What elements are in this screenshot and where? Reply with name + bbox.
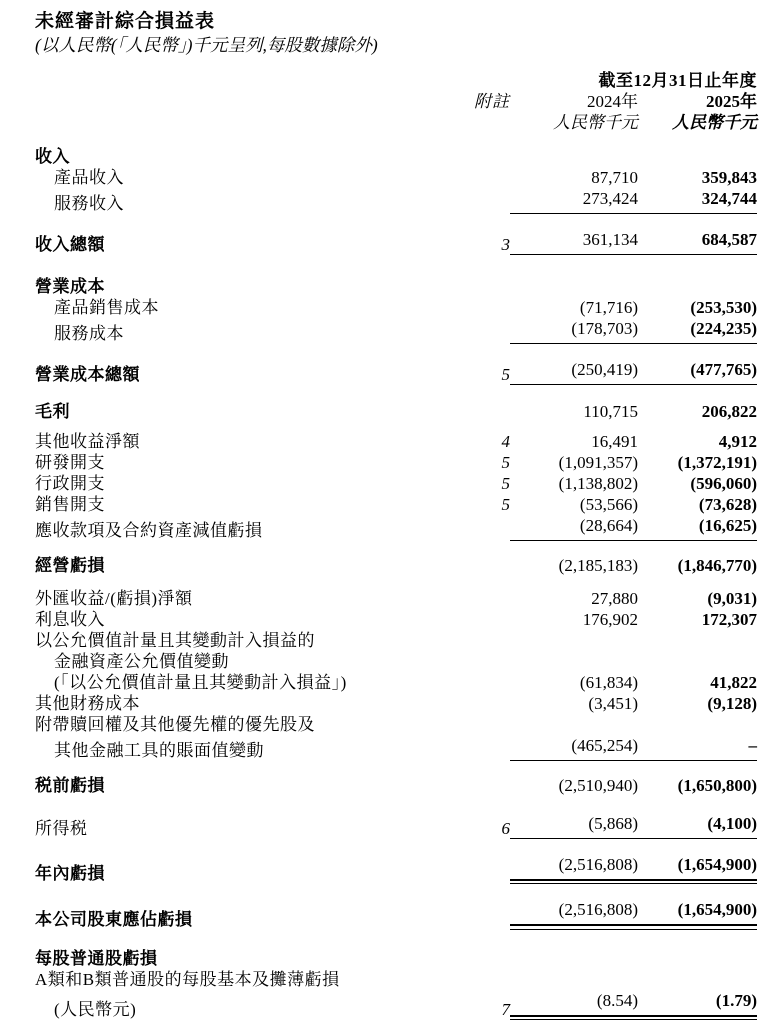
page-subtitle: (以人民幣(「人民幣」)千元呈列,每股數據除外) bbox=[35, 35, 378, 55]
row-note bbox=[420, 401, 510, 422]
statement-row bbox=[35, 693, 757, 714]
amount: (4,100) bbox=[707, 814, 757, 833]
statement-row bbox=[35, 515, 757, 541]
amount: (1,091,357) bbox=[558, 453, 638, 472]
value-2024 bbox=[510, 813, 638, 839]
amount: (2,510,940) bbox=[558, 776, 638, 795]
header-units-row bbox=[35, 112, 757, 133]
amount: (2,516,808) bbox=[558, 855, 638, 874]
amount: 172,307 bbox=[701, 610, 757, 629]
value-2025 bbox=[638, 167, 757, 188]
statement-row bbox=[35, 555, 757, 576]
spacer-row bbox=[35, 255, 757, 276]
row-note bbox=[420, 630, 510, 651]
value-2024 bbox=[510, 990, 638, 1020]
amount: (16,625) bbox=[698, 516, 757, 535]
amount: (178,703) bbox=[571, 319, 638, 338]
row-note bbox=[420, 854, 510, 884]
row-label: (「以公允價值計量且其變動計入損益」) bbox=[54, 673, 347, 692]
value-2024 bbox=[510, 693, 638, 714]
amount: 110,715 bbox=[583, 402, 638, 421]
statement-row bbox=[35, 775, 757, 796]
row-note bbox=[420, 188, 510, 214]
amount: (28,664) bbox=[579, 516, 638, 535]
statement-row bbox=[35, 672, 757, 693]
statement-row bbox=[35, 588, 757, 609]
statement-row bbox=[35, 297, 757, 318]
row-note bbox=[420, 672, 510, 693]
spacer-row bbox=[35, 796, 757, 813]
row-note bbox=[420, 899, 510, 929]
value-2025 bbox=[638, 899, 757, 929]
spacer-row bbox=[35, 839, 757, 854]
value-2024 bbox=[510, 494, 638, 515]
row-label: 研發開支 bbox=[35, 453, 105, 472]
row-label: 利息收入 bbox=[35, 610, 105, 629]
statement-row bbox=[35, 854, 757, 884]
row-note bbox=[420, 948, 510, 969]
amount: 27,880 bbox=[591, 589, 638, 608]
amount: (1,372,191) bbox=[677, 453, 757, 472]
value-2025 bbox=[638, 630, 757, 651]
amount: (3,451) bbox=[588, 694, 638, 713]
statement-row bbox=[35, 630, 757, 651]
statement-row bbox=[35, 813, 757, 839]
spacer-row bbox=[35, 930, 757, 948]
statement-row bbox=[35, 948, 757, 969]
value-2024 bbox=[510, 431, 638, 452]
spacer-row bbox=[35, 422, 757, 431]
header-note-label: 附註 bbox=[474, 92, 510, 111]
value-2024 bbox=[510, 297, 638, 318]
header-col-2024: 2024年 bbox=[587, 92, 638, 111]
value-2025 bbox=[638, 735, 757, 761]
amount: (224,235) bbox=[690, 319, 757, 338]
value-2024 bbox=[510, 775, 638, 796]
spacer-row bbox=[35, 884, 757, 899]
value-2025 bbox=[638, 672, 757, 693]
value-2025 bbox=[638, 515, 757, 541]
amount: 684,587 bbox=[701, 230, 757, 249]
amount: (61,834) bbox=[579, 673, 638, 692]
amount: (465,254) bbox=[571, 736, 638, 755]
income-statement-table bbox=[35, 70, 757, 1020]
value-2025 bbox=[638, 318, 757, 344]
amount: (1.79) bbox=[715, 990, 757, 1010]
amount: (1,138,802) bbox=[558, 474, 638, 493]
row-note: 5 bbox=[501, 453, 510, 472]
value-2024 bbox=[510, 854, 638, 884]
amount: (2,185,183) bbox=[558, 556, 638, 575]
statement-row bbox=[35, 452, 757, 473]
statement-row bbox=[35, 318, 757, 344]
statement-row bbox=[35, 990, 757, 1020]
row-label: 產品銷售成本 bbox=[54, 298, 159, 317]
page-title: 未經審計綜合損益表 bbox=[35, 11, 216, 32]
row-label: 毛利 bbox=[35, 402, 70, 421]
row-label: 應收款項及合約資產減值虧損 bbox=[35, 521, 263, 540]
amount: 16,491 bbox=[591, 432, 638, 451]
row-note bbox=[420, 693, 510, 714]
row-note bbox=[420, 969, 510, 990]
row-note: 5 bbox=[501, 495, 510, 514]
spacer-row bbox=[35, 214, 757, 229]
statement-row bbox=[35, 146, 757, 167]
value-2025 bbox=[638, 401, 757, 422]
value-2025 bbox=[638, 588, 757, 609]
spacer-row bbox=[35, 385, 757, 401]
row-label: 產品收入 bbox=[54, 168, 124, 187]
row-label: 其他金融工具的賬面值變動 bbox=[54, 741, 264, 760]
statement-row bbox=[35, 899, 757, 929]
value-2024 bbox=[510, 899, 638, 929]
amount: (5,868) bbox=[588, 814, 638, 833]
row-note: 5 bbox=[501, 365, 510, 384]
double-rule bbox=[638, 1015, 757, 1020]
value-2025 bbox=[638, 651, 757, 672]
spacer-row bbox=[35, 576, 757, 588]
header-gap bbox=[35, 133, 757, 146]
statement-row bbox=[35, 609, 757, 630]
row-label: 每股普通股虧損 bbox=[35, 948, 158, 968]
row-label: 收入總額 bbox=[35, 235, 105, 254]
row-label: 本公司股東應佔虧損 bbox=[35, 909, 193, 929]
statement-row bbox=[35, 229, 757, 255]
header-years-row bbox=[35, 91, 757, 112]
row-note bbox=[420, 276, 510, 297]
amount: 206,822 bbox=[701, 402, 757, 421]
amount: (1,650,800) bbox=[677, 776, 757, 795]
amount: (1,654,900) bbox=[677, 855, 757, 874]
statement-row bbox=[35, 714, 757, 735]
amount: (596,060) bbox=[690, 474, 757, 493]
row-label: 年內虧損 bbox=[35, 864, 105, 884]
row-label: 營業成本總額 bbox=[35, 365, 140, 384]
row-label: 金融資產公允價值變動 bbox=[54, 652, 229, 671]
row-label: 外匯收益/(虧損)淨額 bbox=[35, 589, 193, 608]
amount: (1,654,900) bbox=[677, 900, 757, 920]
row-note bbox=[420, 609, 510, 630]
value-2025 bbox=[638, 990, 757, 1020]
table-header bbox=[35, 70, 757, 146]
value-2024 bbox=[510, 630, 638, 651]
row-note: 6 bbox=[501, 819, 510, 838]
row-label: 收入 bbox=[35, 147, 70, 166]
value-2025 bbox=[638, 775, 757, 796]
header-unit-2024: 人民幣千元 bbox=[553, 113, 638, 132]
row-note bbox=[420, 775, 510, 796]
value-2024 bbox=[510, 452, 638, 473]
value-2024 bbox=[510, 609, 638, 630]
value-2025 bbox=[638, 146, 757, 167]
amount: 41,822 bbox=[710, 673, 757, 692]
spacer-row bbox=[35, 541, 757, 555]
row-label: 其他財務成本 bbox=[35, 694, 140, 713]
row-label: 服務成本 bbox=[54, 324, 124, 343]
statement-row bbox=[35, 651, 757, 672]
row-note bbox=[420, 515, 510, 541]
row-label: 其他收益淨額 bbox=[35, 432, 140, 451]
value-2024 bbox=[510, 229, 638, 255]
table-body bbox=[35, 146, 757, 1020]
statement-row bbox=[35, 431, 757, 452]
statement-row bbox=[35, 969, 757, 990]
value-2024 bbox=[510, 401, 638, 422]
amount: 359,843 bbox=[701, 168, 757, 187]
value-2024 bbox=[510, 651, 638, 672]
row-note bbox=[420, 297, 510, 318]
row-label: 經營虧損 bbox=[35, 556, 105, 575]
value-2025 bbox=[638, 854, 757, 884]
statement-row bbox=[35, 401, 757, 422]
amount: 176,902 bbox=[582, 610, 638, 629]
value-2025 bbox=[638, 494, 757, 515]
amount: (73,628) bbox=[698, 495, 757, 514]
row-note: 4 bbox=[501, 432, 510, 451]
amount: (2,516,808) bbox=[558, 900, 638, 920]
header-unit-2025: 人民幣千元 bbox=[672, 113, 757, 132]
value-2024 bbox=[510, 188, 638, 214]
value-2024 bbox=[510, 167, 638, 188]
amount: (9,128) bbox=[707, 694, 757, 713]
value-2025 bbox=[638, 969, 757, 990]
header-period-row bbox=[35, 70, 757, 91]
statement-row bbox=[35, 735, 757, 761]
value-2025 bbox=[638, 714, 757, 735]
row-note bbox=[420, 555, 510, 576]
row-note: 3 bbox=[501, 235, 510, 254]
statement-row bbox=[35, 494, 757, 515]
row-label: 營業成本 bbox=[35, 277, 105, 296]
amount: – bbox=[748, 736, 757, 755]
amount: (1,846,770) bbox=[677, 556, 757, 575]
value-2024 bbox=[510, 672, 638, 693]
spacer-row bbox=[35, 761, 757, 775]
value-2025 bbox=[638, 229, 757, 255]
value-2025 bbox=[638, 188, 757, 214]
row-note: 7 bbox=[501, 1000, 510, 1020]
row-label: 税前虧損 bbox=[35, 776, 105, 795]
value-2025 bbox=[638, 948, 757, 969]
row-label: 服務收入 bbox=[54, 194, 124, 213]
amount: 87,710 bbox=[591, 168, 638, 187]
amount: (250,419) bbox=[571, 360, 638, 379]
row-note bbox=[420, 714, 510, 735]
value-2025 bbox=[638, 813, 757, 839]
row-label: 以公允價值計量且其變動計入損益的 bbox=[35, 631, 315, 650]
amount: 4,912 bbox=[718, 432, 757, 451]
value-2024 bbox=[510, 555, 638, 576]
amount: (53,566) bbox=[579, 495, 638, 514]
row-label: 行政開支 bbox=[35, 474, 105, 493]
row-note: 5 bbox=[501, 474, 510, 493]
row-note bbox=[420, 318, 510, 344]
amount: (9,031) bbox=[707, 589, 757, 608]
amount: (71,716) bbox=[579, 298, 638, 317]
value-2025 bbox=[638, 452, 757, 473]
header-col-2025: 2025年 bbox=[706, 92, 757, 111]
value-2025 bbox=[638, 555, 757, 576]
double-rule bbox=[510, 1015, 638, 1020]
row-note bbox=[420, 735, 510, 761]
statement-row bbox=[35, 276, 757, 297]
value-2024 bbox=[510, 969, 638, 990]
row-label: (人民幣元) bbox=[54, 1000, 137, 1020]
row-label: 所得税 bbox=[35, 819, 88, 838]
value-2024 bbox=[510, 146, 638, 167]
value-2024 bbox=[510, 276, 638, 297]
value-2024 bbox=[510, 359, 638, 385]
row-label: A類和B類普通股的每股基本及攤薄虧損 bbox=[35, 969, 340, 989]
value-2024 bbox=[510, 473, 638, 494]
value-2025 bbox=[638, 609, 757, 630]
statement-row bbox=[35, 167, 757, 188]
value-2025 bbox=[638, 359, 757, 385]
statement-row bbox=[35, 473, 757, 494]
value-2024 bbox=[510, 714, 638, 735]
amount: 324,744 bbox=[701, 189, 757, 208]
amount: (253,530) bbox=[690, 298, 757, 317]
value-2025 bbox=[638, 297, 757, 318]
spacer-row bbox=[35, 344, 757, 359]
amount: 273,424 bbox=[582, 189, 638, 208]
value-2024 bbox=[510, 318, 638, 344]
row-note bbox=[420, 651, 510, 672]
value-2025 bbox=[638, 276, 757, 297]
value-2025 bbox=[638, 431, 757, 452]
value-2024 bbox=[510, 948, 638, 969]
amount: (477,765) bbox=[690, 360, 757, 379]
value-2024 bbox=[510, 735, 638, 761]
value-2024 bbox=[510, 588, 638, 609]
value-2025 bbox=[638, 473, 757, 494]
value-2024 bbox=[510, 515, 638, 541]
row-note bbox=[420, 146, 510, 167]
row-note bbox=[420, 588, 510, 609]
row-label: 銷售開支 bbox=[35, 495, 105, 514]
statement-row bbox=[35, 359, 757, 385]
amount: 361,134 bbox=[582, 230, 638, 249]
value-2025 bbox=[638, 693, 757, 714]
row-label: 附帶贖回權及其他優先權的優先股及 bbox=[35, 715, 315, 734]
header-period: 截至12月31日止年度 bbox=[598, 71, 757, 90]
amount: (8.54) bbox=[596, 990, 638, 1010]
statement-row bbox=[35, 188, 757, 214]
row-note bbox=[420, 167, 510, 188]
